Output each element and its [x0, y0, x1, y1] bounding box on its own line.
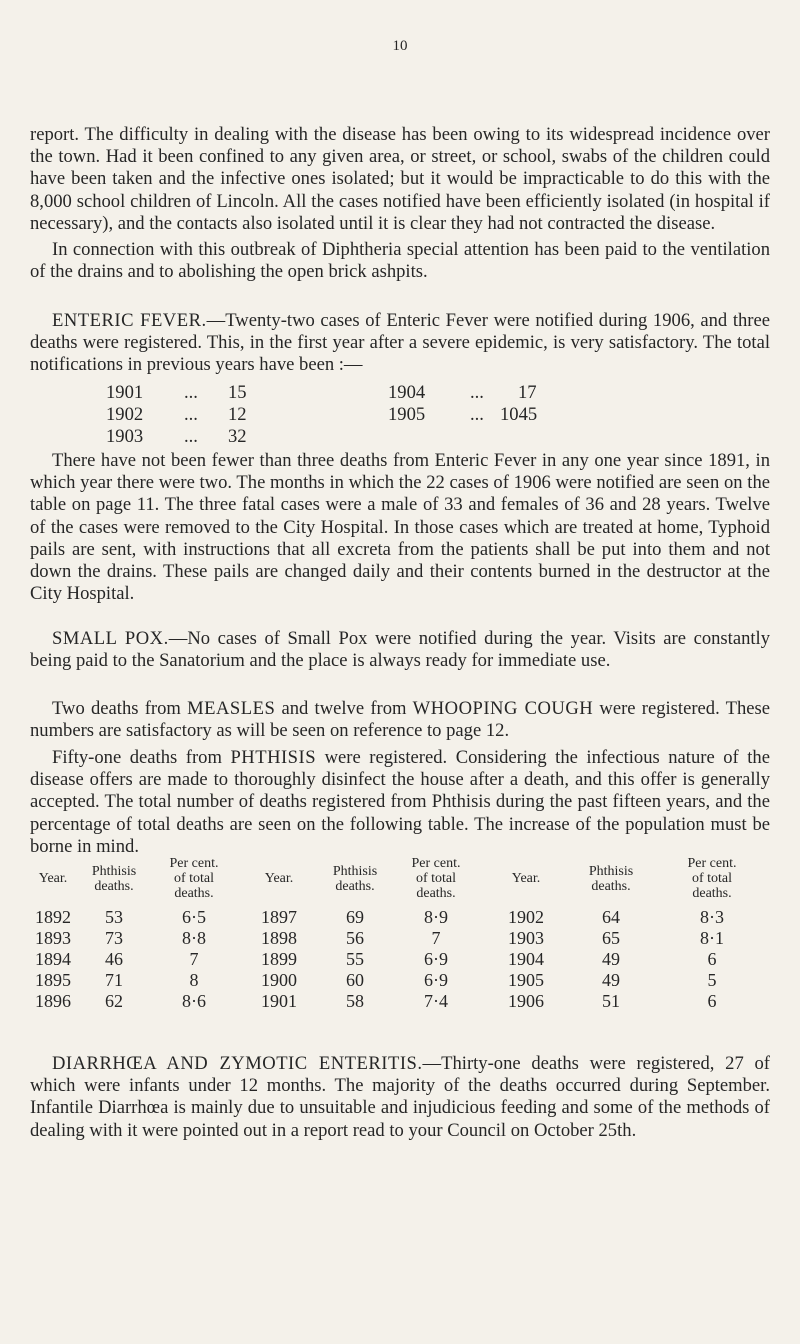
table-cell: 71 — [105, 970, 123, 990]
diarrhoea-body: —Thirty-one deaths were registered, 27 of which were infants under 12 months. The majority of the deaths occurred during September. Infantile Diarrhœa is mainly due to unsuitable and injudicious feeding and some of the methods of dealing with it were pointed out in a report read to your Council on October 25th. — [30, 1053, 771, 1141]
table-cell: 8·6 — [182, 991, 206, 1011]
table-cell: 1897 — [261, 907, 297, 927]
paragraph-text — [30, 698, 770, 742]
table-cell: 7·4 — [424, 991, 448, 1011]
header-line: Phthisis — [588, 863, 634, 879]
table-cell: 1895 — [35, 970, 71, 990]
table-cell: 6·5 — [182, 907, 206, 927]
paragraph-text: In connection with this outbreak of Diphtheria special attention has been paid to the ventilation of the drains and to abolishing the open brick ashpits. — [30, 239, 770, 283]
table-cell: 69 — [346, 907, 364, 927]
paragraph-text: report. The difficulty in dealing with the disease has been owing to its widespread incidence over the town. Had it been confined to any given area, or street, or school, swabs of the children could have been taken and the infective ones isolated; but it would be impracticable to do this with the 8,000 school children of Lincoln. All the cases notified have been efficiently isolated (in hospital if necessary), and the contacts also isolated until it is clear they had not contracted the disease. — [30, 124, 770, 234]
text-run: Two deaths from — [52, 698, 188, 719]
paragraph-diarrhoea — [30, 1053, 770, 1142]
table-row — [28, 907, 772, 928]
paragraph-text — [30, 310, 770, 377]
notif-count: 12 — [228, 404, 247, 425]
table-cell: 5 — [707, 970, 717, 990]
table-cell: 1898 — [261, 928, 297, 948]
header-line: deaths. — [335, 878, 375, 894]
table-cell: 1900 — [261, 970, 297, 990]
paragraph-small-pox — [30, 628, 770, 672]
header-year: Year. — [511, 871, 541, 886]
table-cell: 1896 — [35, 991, 71, 1011]
header-line: Phthisis — [332, 863, 378, 879]
table-cell: 1905 — [508, 970, 544, 990]
header-line: Per cent. — [169, 856, 219, 871]
table-cell: 1893 — [35, 928, 71, 948]
page-number: 10 — [392, 38, 408, 54]
header-line: deaths. — [692, 886, 732, 901]
paragraph-text — [30, 747, 770, 858]
table-cell: 8·1 — [700, 928, 724, 948]
table-cell: 1899 — [261, 949, 297, 969]
table-cell: 58 — [346, 991, 364, 1011]
table-row — [28, 970, 772, 991]
header-line: deaths. — [591, 878, 631, 894]
header-year: Year. — [264, 871, 294, 886]
notif-year: 1902 — [106, 404, 144, 425]
header-line: deaths. — [416, 886, 456, 901]
header-line: Phthisis — [91, 863, 137, 879]
header-line: deaths. — [94, 878, 134, 894]
notif-year: 1905 — [388, 404, 426, 425]
small-pox-body: —No cases of Small Pox were notified during the year. Visits are constantly being paid to the Sanatorium and the place is always ready for immediate use. — [30, 628, 771, 672]
header-per-cent — [652, 856, 772, 907]
header-phthisis-deaths — [78, 856, 150, 907]
table-cell: 8·3 — [700, 907, 724, 927]
header-per-cent — [390, 856, 482, 907]
table-header-row — [28, 856, 772, 907]
paragraph-enteric-details — [30, 450, 770, 605]
table-cell: 49 — [602, 970, 620, 990]
paragraph-phthisis — [30, 747, 770, 858]
table-row — [28, 949, 772, 970]
header-line: Per cent. — [687, 856, 737, 871]
paragraph-text: There have not been fewer than three deaths from Enteric Fever in any one year since 1891, in which year there were two. The months in which the 22 cases of 1906 were notified are seen on the table on page 11. The three fatal cases were a male of 33 and females of 36 and 28 years. Twelve of the cases were removed to the City Hospital. In those cases which are treated at home, Typhoid pails are sent, with instructions that all excreta from the patients shall be put into them and not down the drains. These pails are changed daily and their contents burned in the destructor at the City Hospital. — [30, 450, 770, 605]
header-phthisis-deaths — [320, 856, 390, 907]
table-cell: 8·8 — [182, 928, 206, 948]
paragraph-text — [30, 1053, 770, 1142]
table-cell: 1904 — [508, 949, 544, 969]
section-heading-small-pox: SMALL POX. — [52, 628, 169, 649]
table-cell: 8·9 — [424, 907, 448, 927]
paragraph-enteric-fever — [30, 310, 770, 377]
notif-year: 1903 — [106, 426, 144, 447]
notif-count: 1045 — [500, 404, 538, 425]
header-line: of total — [415, 871, 457, 886]
table-cell: 1902 — [508, 907, 544, 927]
table-cell: 56 — [346, 928, 364, 948]
notif-count: 15 — [228, 382, 247, 403]
section-heading-enteric-fever: ENTERIC FEVER. — [52, 310, 207, 331]
enteric-fever-body: —Twenty-two cases of Enteric Fever were notified during 1906, and three deaths were registered. This, in the first year after a severe epidemic, is very satisfactory. The total notifications in previous years have been :— — [30, 310, 770, 376]
table-cell: 60 — [346, 970, 364, 990]
notif-year: 1901 — [106, 382, 144, 403]
notif-year: 1904 — [388, 382, 426, 403]
notif-dots: ... — [184, 404, 198, 425]
table-cell: 6 — [707, 949, 717, 969]
heading-whooping-cough: WHOOPING COUGH — [412, 698, 594, 719]
table-cell: 1894 — [35, 949, 71, 969]
table-cell: 6 — [707, 991, 717, 1011]
table-cell: 6·9 — [424, 970, 448, 990]
table-cell: 64 — [602, 907, 620, 927]
notif-dots: ... — [470, 404, 484, 425]
notif-count: 17 — [518, 382, 537, 403]
paragraph-diphtheria-ventilation — [30, 239, 770, 283]
table-cell: 46 — [105, 949, 123, 969]
notif-count: 32 — [228, 426, 247, 447]
header-phthisis-deaths — [570, 856, 652, 907]
table-cell: 73 — [105, 928, 123, 948]
table-row — [28, 928, 772, 949]
table-cell: 1903 — [508, 928, 544, 948]
heading-phthisis: PHTHISIS — [230, 747, 317, 768]
paragraph-diphtheria-report — [30, 124, 770, 235]
table-cell: 49 — [602, 949, 620, 969]
paragraph-measles-whooping — [30, 698, 770, 742]
text-run: Fifty-one deaths from — [52, 747, 231, 768]
table-cell: 53 — [105, 907, 123, 927]
table-cell: 7 — [189, 949, 199, 969]
table-cell: 1901 — [261, 991, 297, 1011]
table-cell: 62 — [105, 991, 123, 1011]
table-cell: 1906 — [508, 991, 544, 1011]
header-year: Year. — [38, 871, 68, 886]
table-cell: 55 — [346, 949, 364, 969]
table-row — [28, 991, 772, 1012]
text-run: were registered. These numbers are satisfactory as will be seen on reference to page 12. — [30, 698, 770, 742]
text-run: and twelve from — [275, 698, 413, 719]
table-cell: 51 — [602, 991, 620, 1011]
header-per-cent — [150, 856, 238, 907]
header-line: deaths. — [174, 886, 214, 901]
section-heading-diarrhoea: DIARRHŒA AND ZYMOTIC ENTERITIS. — [52, 1053, 423, 1074]
notif-dots: ... — [470, 382, 484, 403]
table-cell: 65 — [602, 928, 620, 948]
header-line: Per cent. — [411, 856, 461, 871]
table-cell: 8 — [189, 970, 199, 990]
table-cell: 1892 — [35, 907, 71, 927]
notif-dots: ... — [184, 426, 198, 447]
table-cell: 6·9 — [424, 949, 448, 969]
notif-dots: ... — [184, 382, 198, 403]
header-line: of total — [173, 871, 215, 886]
paragraph-text — [30, 628, 770, 672]
phthisis-deaths-table — [28, 856, 772, 1012]
table-cell: 7 — [431, 928, 441, 948]
text-run: were registered. Considering the infectious nature of the disease offers are made to thoroughly disinfect the house after a death, and this offer is generally accepted. The total number of deaths registered from Phthisis during the past fifteen years, and the percentage of total deaths are seen on the following table. The increase of the population must be borne in mind. — [30, 747, 770, 857]
header-line: of total — [691, 871, 733, 886]
heading-measles: MEASLES — [187, 698, 276, 719]
